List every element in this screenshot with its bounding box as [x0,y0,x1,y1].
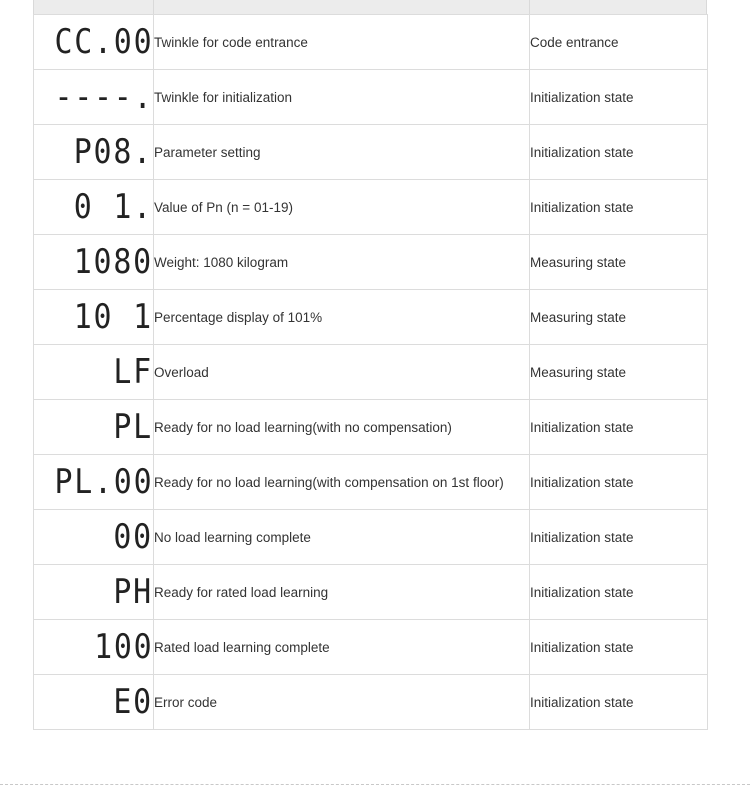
description-cell: No load learning complete [154,510,530,565]
table-row [34,345,708,400]
table-row [34,620,708,675]
display-cell [34,455,154,510]
state-cell: Initialization state [530,620,708,675]
display-cell [34,70,154,125]
display-cell [34,620,154,675]
table-row [34,15,708,70]
table-row [34,510,708,565]
display-cell [34,510,154,565]
table-body [34,15,708,730]
table-row [34,565,708,620]
description-cell: Ready for no load learning(with no compensation) [154,400,530,455]
state-cell: Measuring state [530,290,708,345]
description-cell: Parameter setting [154,125,530,180]
display-cell [34,290,154,345]
display-cell [34,400,154,455]
segment-display-code: E0 [113,682,153,722]
display-cell [34,235,154,290]
state-cell: Initialization state [530,455,708,510]
display-cell [34,675,154,730]
description-cell: Rated load learning complete [154,620,530,675]
state-cell: Initialization state [530,400,708,455]
header-divider [153,0,154,14]
display-cell [34,180,154,235]
display-cell [34,565,154,620]
state-cell: Measuring state [530,235,708,290]
segment-display-code: 100 [93,627,153,667]
state-cell: Initialization state [530,510,708,565]
description-cell: Percentage display of 101% [154,290,530,345]
table-row [34,290,708,345]
segment-display-code: 10 1 [73,297,153,337]
table-row [34,400,708,455]
state-cell: Measuring state [530,345,708,400]
description-cell: Value of Pn (n = 01-19) [154,180,530,235]
dashed-separator [0,784,750,785]
state-cell: Initialization state [530,675,708,730]
table-row [34,235,708,290]
description-cell: Ready for rated load learning [154,565,530,620]
segment-display-code: 0 1. [73,187,153,227]
description-cell: Error code [154,675,530,730]
table-header-strip [33,0,707,14]
segment-display-code: PL [113,407,153,447]
state-cell: Initialization state [530,565,708,620]
segment-display-code: 1080 [73,242,153,282]
display-cell [34,15,154,70]
segment-display-code: LF [113,352,153,392]
segment-display-code: CC.00 [54,22,153,62]
table-row [34,125,708,180]
state-cell: Initialization state [530,125,708,180]
display-code-table [33,14,708,730]
table-row [34,455,708,510]
segment-display-code: P08. [73,132,153,172]
description-cell: Twinkle for initialization [154,70,530,125]
segment-display-code: PL.00 [54,462,153,502]
display-cell [34,345,154,400]
table-row [34,70,708,125]
state-cell: Initialization state [530,180,708,235]
display-cell [34,125,154,180]
segment-display-code: ----. [54,77,153,117]
description-cell: Ready for no load learning(with compensation on 1st floor) [154,455,530,510]
description-cell: Overload [154,345,530,400]
segment-display-code: PH [113,572,153,612]
table-row [34,180,708,235]
header-divider [529,0,530,14]
segment-display-code: 00 [113,517,153,557]
description-cell: Weight: 1080 kilogram [154,235,530,290]
state-cell: Code entrance [530,15,708,70]
table-row [34,675,708,730]
state-cell: Initialization state [530,70,708,125]
description-cell: Twinkle for code entrance [154,15,530,70]
